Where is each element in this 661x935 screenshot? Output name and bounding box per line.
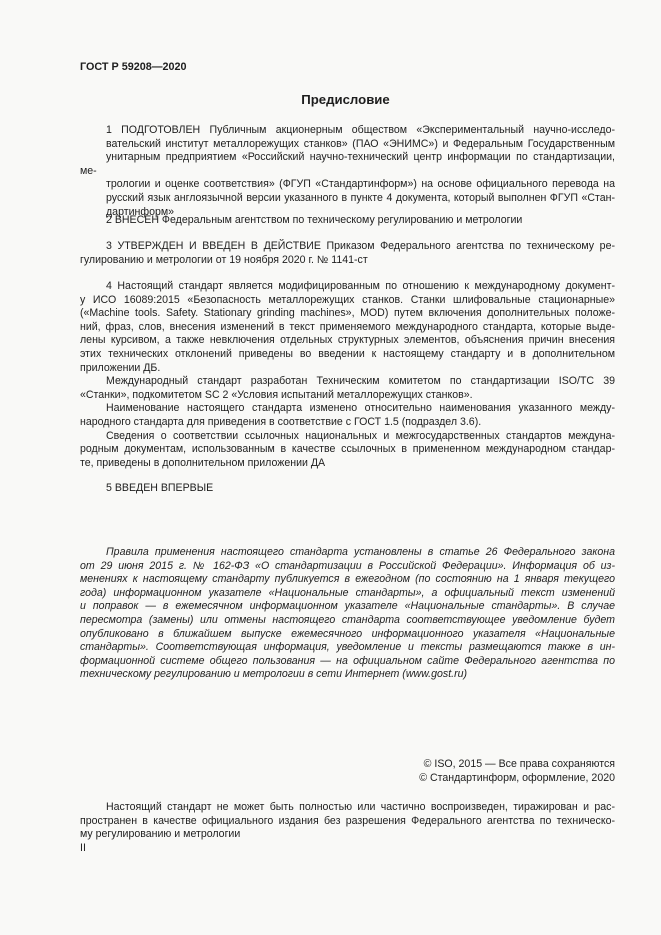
item-4: 4 Настоящий стандарт является модифицированным по отношению к международному документ- у ИСО 16089:2015 «Безопасность металлорежущих станков. Станки шлифовальные стационарные» («Machine tools. Safety. Stationary grinding machines», MOD) путем включения дополнительных положе- ний, фраз, слов, внесения изменений в текст применяемого международного стандарта, которые выде- лены курсивом, а также невключения отдельных структурных элементов, объяснения причин внесения этих технических отклонений приведены во введении к настоящему стандарту и в дополнительном приложении ДБ. Международный стандарт разработан Техническим комитетом по стандартизации ISO/TC 39 «Станки», подкомитетом SC 2 «Условия испытаний металлорежущих станков». Наименование настоящего стандарта изменено относительно наименования указанного между- народного стандарта для приведения в соответствие с ГОСТ 1.5 (подраздел 3.6). Сведения о соответствии ссылочных национальных и межгосударственных стандартов междуна- родным документам, использованным в качестве ссылочных в примененном международном стандар- те, приведены в дополнительном приложении ДА [80, 280, 615, 469]
item-1 [80, 124, 615, 219]
notice-block: Правила применения настоящего стандарта установлены в статье 26 Федерального закона от 29 июня 2015 г. № 162-ФЗ «О стандартизации в Российской Федерации». Информация об из- менениях к настоящему стандарту публикуется в ежегодном (по состоянию на 1 января текущего года) информационном указателе «Национальные стандарты», а официальный текст изменений и поправок — в ежемесячном информационном указателе «Национальные стандарты». В случае пересмотра (замены) или отмены настоящего стандарта соответствующее уведомление будет опубликовано в ближайшем выпуске ежемесячного информационного указателя «Национальные стандарты». Соответствующая информация, уведомление и тексты размещаются также в ин- формационной системе общего пользования — на официальном сайте Федерального агентства по техническому регулированию и метрологии в сети Интернет (www.gost.ru) [80, 546, 615, 681]
copyright-publisher: © Стандартинформ, оформление, 2020 [419, 771, 615, 784]
page-title: Предисловие [301, 92, 390, 107]
standard-id: ГОСТ Р 59208—2020 [80, 61, 187, 73]
item-3: 3 УТВЕРЖДЕН И ВВЕДЕН В ДЕЙСТВИЕ Приказом Федерального агентства по техническому ре- гулированию и метрологии от 19 ноября 2020 г. № 1141-ст [80, 240, 615, 266]
paragraph: 1 ПОДГОТОВЛЕН Публичным акционерным обществом «Экспериментальный научно-исследо- вательский институт металлорежущих станков» (ПАО «ЭНИМС») и Федеральным Государственным унитарным предприятием «Российский научно-технический центр информации по стандартизации, ме- трологии и оценке соответствия» (ФГУП «Стандартинформ») на основе официального перевода на русский язык англоязычной версии указанного в пункте 4 документа, который выполнен ФГУП «Стан- дартинформ» [80, 124, 615, 218]
copyright-iso: © ISO, 2015 — Все права сохраняются [423, 758, 615, 770]
item-5: 5 ВВЕДЕН ВПЕРВЫЕ [106, 482, 214, 494]
reproduction-notice: Настоящий стандарт не может быть полностью или частично воспроизведен, тиражирован и рас- пространен в качестве официального издания без разрешения Федерального агентства по техническо- му регулированию и метрологии [80, 801, 615, 841]
copyright-block [80, 758, 615, 785]
item-2: 2 ВНЕСЕН Федеральным агентством по техническому регулированию и метрологии [106, 214, 523, 226]
page-number: II [80, 842, 86, 854]
